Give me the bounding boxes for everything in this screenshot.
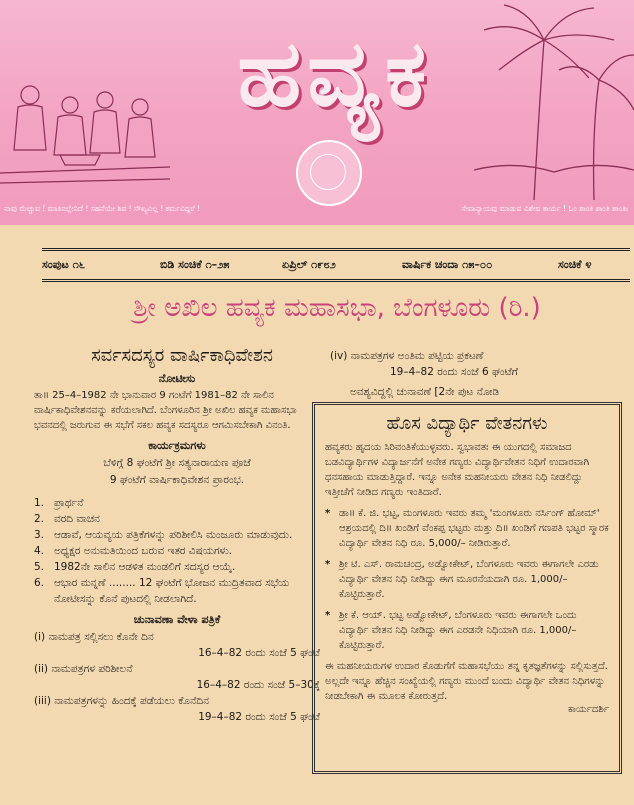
poll-schedule-label: ಚುನಾವಣಾ ವೇಳಾ ಪತ್ರಿಕೆ [133,613,221,626]
agm-heading: ಸರ್ವಸದಸ್ಯರ ವಾರ್ಷಿಕಾಧಿವೇಶನ [91,345,273,366]
slogan-right: ಸೇವಾನ್ಯಾಯವು ಮಾಡುವ ವಿಶೇಷ ಕಾರ್ಯ ! ಓಂ ಶಾಂತಿ ಶಾಂತಿ ಶಾಂತಿಃ [461,204,628,213]
agenda-item: 6. ಆಭಾರ ಮನ್ನಣೆ ........ 12 ಘಂಟೆಗೆ ಭೋಜನ ಮುದ್ರಿತವಾದ ಸಭೆಯ ನೋಟೀಸನ್ನು ಕೊನೆ ಪುಟದಲ್ಲಿ ನೀಡಲಾಗಿದೆ. [34,577,290,605]
annual-subscription: ವಾರ್ಷಿಕ ಚಂದಾ ೧೫–೦೦ [402,258,493,271]
poll-continued [330,348,630,400]
scholarship-title: ಹೊಸ ವಿದ್ಯಾರ್ಥಿ ವೇತನಗಳು [386,413,548,434]
agenda-list [34,495,320,607]
scholarship-box [312,402,622,774]
agenda-item: 3. ಆಡಾವೆ, ಆಯವ್ಯಯ ಪತ್ರಿಕೆಗಳನ್ನು ಪರಿಶೀಲಿಸಿ ಮಂಜೂರು ಮಾಡುವುದು. [34,529,293,541]
agenda-item: 2. ವರದಿ ವಾಚನ [34,513,100,525]
emblem-seal [296,140,362,206]
scholars-illustration [0,55,170,195]
agenda-item: 5. 1982ನೇ ಸಾಲಿನ ಆಡಳಿತ ಮಂಡಲಿಗೆ ಸದಸ್ಯರ ಆಯ್ಕೆ. [34,561,236,573]
notice-label: ನೋಟೀಸು [158,372,196,385]
scholarship-closing: ಈ ಮಹನೀಯರುಗಳ ಉದಾರ ಕೊಡುಗೆಗೆ ಮಹಾಸಭೆಯು ತನ್ನ ಕೃತಜ್ಞತೆಗಳನ್ನು ಸಲ್ಲಿಸುತ್ತದೆ. ಅಲ್ಲದೇ ಇನ್ನೂ ಹೆಚ್ಚಿನ ಸಂಖ್ಯೆಯಲ್ಲಿ ಗಣ್ಯರು ಮುಂದೆ ಬಂದು ವಿದ್ಯಾರ್ಥಿ ವೇತನ ನಿಧಿಗಳನ್ನು ನೀಡಬೇಕಾಗಿ ಈ ಮೂಲಕ ಕೋರುತ್ತದೆ. [325,661,608,702]
bullet-star-icon: * [325,508,331,519]
single-issue-price: ಬಿಡಿ ಸಂಚಿಕೆ ೧–೨೫ [160,258,230,271]
program-line-1: ಬೆಳಿಗ್ಗೆ 8 ಘಂಟೆಗೆ ಶ್ರೀ ಸತ್ಯನಾರಾಯಣ ಪೂಜೆ [103,457,251,469]
issue-number: ಸಂಚಿಕೆ ೪ [558,258,592,271]
issue-date: ಏಪ್ರಿಲ್ ೧೯೮೨ [282,258,336,271]
donor-entry: * ಶ್ರೀ ಕೆ. ಆಯ್. ಭಟ್ಟ ಅಡ್ವೋಕೇಟ್, ಬೆಂಗಳೂರು ಇವರು ಈಗಾಗಲೇ ಒಂದು ವಿದ್ಯಾರ್ಥಿ ವೇತನ ನಿಧಿ ನೀಡಿದ್ದು ಈಗ ಎರಡನೇ ನಿಧಿಯಾಗಿ ರೂ. 1,000/– ಕೊಟ್ಟಿರುತ್ತಾರೆ. [325,610,577,651]
slogan-strip [0,202,634,216]
poll-row-date: 19–4–82 ರಂದು ಸಂಜೆ 5 ಘಂಟೆ [198,711,320,723]
agm-notice-column [34,345,320,725]
scholarship-intro: ಹವ್ಯಕರು ಹೃದಯ ಸಿರಿವಂತಿಕೆಯುಳ್ಳವರು. ಸ್ವಭಾವತಃ ಈ ಯುಗದಲ್ಲಿ ಸಮಾಜದ ಬಡವಿದ್ಯಾರ್ಥಿಗಳ ವಿದ್ಯಾರ್ಜನೆಗೆ ಅನೇಕ ಗಣ್ಯರು ವಿದ್ಯಾರ್ಥಿವೇತನ ನಿಧಿಗೆ ಉದಾರವಾಗಿ ಧನಸಹಾಯ ಮಾಡುತ್ತಿದ್ದಾರೆ. ಇನ್ನೂ ಅನೇಕ ಮಹನೀಯರು ವೇತನ ನಿಧಿ ನೀಡಲಿದ್ದು ಇತ್ತೀಚೆಗೆ ನೀಡಿದ ಗಣ್ಯರು ಇಂತಿದಾರೆ. [325,442,590,498]
secretary-signature: ಕಾರ್ಯದರ್ಶಿ [567,704,609,715]
bullet-star-icon: * [325,610,331,621]
slogan-left: ನಾವು ಮೆಚ್ಚುವ ! ಮಾತಿನಲ್ಲೇನಿದೆ ! ಸಹನೆಯೇ ಶಿವ ! ಸೌಖ್ಯವಿಲ್ಲ ! ಕರ್ಮವಿದ್ದರೆ ! [4,204,201,213]
poll-row-date: 16–4–82 ರಂದು ಸಂಜೆ 5–30ಕ್ಕೆ [196,679,320,691]
masthead [0,0,634,225]
magazine-title: ಹವ್ಯಕ [237,19,433,127]
continued-note: ಅವಶ್ಯವಿದ್ದಲ್ಲಿ ಚುನಾವಣೆ [2ನೇ ಪುಟ ನೋಡಿ [350,386,500,398]
poll-row: (ii) ನಾಮಪತ್ರಗಳ ಪರಿಶೀಲನೆ [34,663,133,675]
agenda-item: 1. ಪ್ರಾರ್ಥನೆ [34,497,84,509]
poll-row-date: 16–4–82 ರಂದು ಸಂಜೆ 5 ಘಂಟೆ [198,647,320,659]
donor-entry: * ಶ್ರೀ ಟಿ. ಎಸ್. ರಾಮಚಂದ್ರ, ಅಡ್ವೋಕೇಟ್, ಬೆಂಗಳೂರು ಇವರು ಈಗಾಗಲೇ ಎರಡು ವಿದ್ಯಾರ್ಥಿ ವೇತನ ನಿಧಿ ನೀಡಿದ್ದು ಈಗ ಮೂರನೆಯದಾಗಿ ರೂ. 1,000/– ಕೊಟ್ಟಿರುತ್ತಾರೆ. [325,559,599,600]
issue-info-bar [42,248,630,282]
agenda-item: 4. ಅಧ್ಯಕ್ಷರ ಅನುಮತಿಯಿಂದ ಬರುವ ಇತರ ವಿಷಯಗಳು. [34,545,233,557]
organization-name: ಶ್ರೀ ಅಖಿಲ ಹವ್ಯಕ ಮಹಾಸಭಾ, ಬೆಂಗಳೂರು (ರಿ.) [133,293,541,323]
poll-row: (iii) ನಾಮಪತ್ರಗಳನ್ನು ಹಿಂದಕ್ಕೆ ಪಡೆಯಲು ಕೊನೆದಿನ [34,695,209,707]
program-line-2: 9 ಘಂಟೆಗೆ ವಾರ್ಷಿಕಾಧಿವೇಶನ ಪ್ರಾರಂಭ. [109,474,245,486]
poll-schedule [34,629,320,725]
bullet-star-icon: * [325,559,331,570]
donor-entry: * ಡಾ॥ ಕೆ. ಜಿ. ಭಟ್ಟ, ಮಂಗಳೂರು ಇವರು ತಮ್ಮ 'ಮಂಗಳೂರು ನರ್ಸಿಂಗ್ ಹೋಮ್' ಆಶ್ರಯದಲ್ಲಿ ದಿ॥ ಖಂಡಿಗೆ ವೆಂಕಪ್ಪ ಭಟ್ಟರು ಮತ್ತು ದಿ॥ ಖಂಡಿಗೆ ಗಣಪತಿ ಭಟ್ಟರ ಸ್ಮಾರಕ ವಿದ್ಯಾರ್ಥಿ ವೇತನ ನಿಧಿ ರೂ. 5,000/– ನೀಡಿರುತ್ತಾರೆ. [325,508,609,549]
volume: ಸಂಪುಟ ೧೬ [42,258,86,271]
program-label: ಕಾರ್ಯಕ್ರಮಗಳು [148,439,206,452]
poll-iv-date: 19–4–82 ರಂದು ಸಂಜೆ 6 ಘಂಟೆಗೆ [390,366,518,378]
notice-text: ತಾ॥ 25–4–1982 ನೇ ಭಾನುವಾರ 9 ಗಂಟೆಗೆ 1981–82 ನೇ ಸಾಲಿನ ವಾರ್ಷಿಕಾಧಿವೇಶನವನ್ನು ಕರೆಯಲಾಗಿದೆ. ಬೆಂಗಳೂರಿನ ಶ್ರೀ ಅಖಿಲ ಹವ್ಯಕ ಮಹಾಸಭಾ ಭವನದಲ್ಲಿ ಜರುಗುವ ಈ ಸಭೆಗೆ ಸಕಲ ಹವ್ಯಕ ಸದಸ್ಯರೂ ಆಗಮಿಸಬೇಕಾಗಿ ವಿನಂತಿ. [34,390,297,431]
poll-iv-text: (iv) ನಾಮಪತ್ರಗಳ ಅಂತಿಮ ಪಟ್ಟಿಯ ಪ್ರಕಟಣೆ [330,350,484,362]
poll-row: (i) ನಾಮಪತ್ರ ಸಲ್ಲಿಸಲು ಕೊನೇ ದಿನ [34,631,154,643]
